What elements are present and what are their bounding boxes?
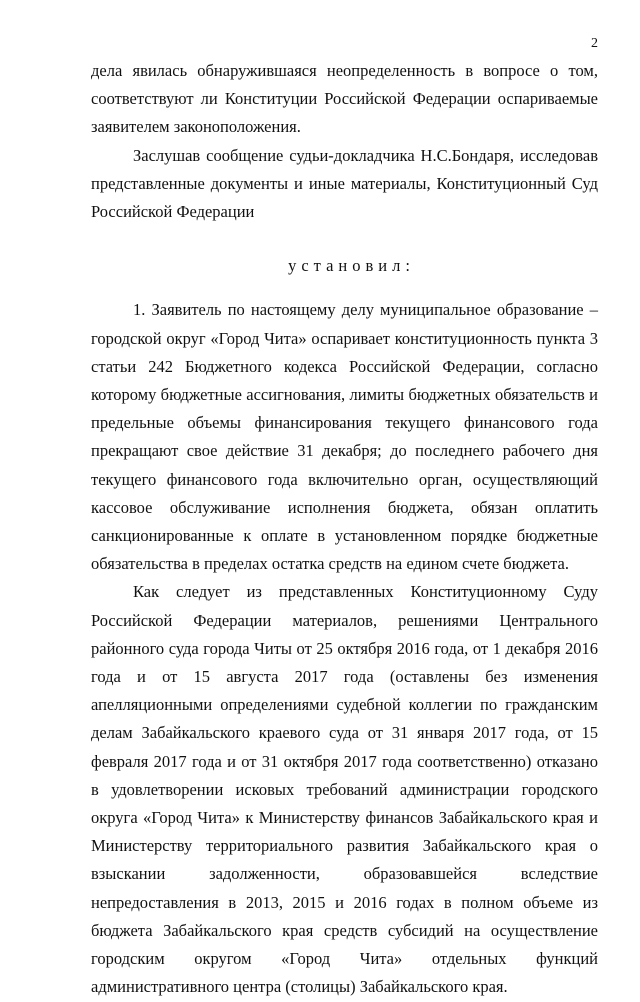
page-number: 2 xyxy=(591,36,598,51)
paragraph-hearing: Заслушав сообщение судьи-докладчика Н.С.Бондаря, исследовав представленные документы и иные материалы, Конституционный Суд Российской Федерации xyxy=(91,145,598,222)
paragraph-continuation: дела явилась обнаружившаяся неопределенность в вопросе о том, соответствуют ли Конституции Российской Федерации оспариваемые заявителем законоположения. xyxy=(91,61,598,137)
section-heading: установил: xyxy=(288,256,415,276)
paragraph-materials: Как следует из представленных Конституционному Суду Российской Федерации материалов, решениями Центрального районного суда города Читы от 25 октября 2016 года, от 1 декабря 2016 года и от 15 августа 2017 года (оставлены без изменения апелляционными определениями судебной коллегии по гражданским делам Забайкальского краевого суда от 31 января 2017 года, от 15 февраля 2017 года и от 31 октября 2017 года соответственно) отказано в удовлетворении исковых требований администрации городского округа «Город Чита» к Министерству финансов Забайкальского края и Министерству территориального развития Забайкальского края о взыскании задолженности, образовавшейся вследствие непредоставления в 2013, 2015 и 2016 годах в полном объеме из бюджета Забайкальского края средств субсидий на осуществление городским округом «Город Чита» отдельных функций административного центра (столицы) Забайкальского края. xyxy=(91,582,598,997)
paragraph-applicant: 1. Заявитель по настоящему делу муниципальное образование – городской округ «Город Чита» оспаривает конституционность пункта 3 статьи 242 Бюджетного кодекса Российской Федерации, согласно которому бюджетные ассигнования, лимиты бюджетных обязательств и предельные объемы финансирования текущего финансового года прекращают свое действие 31 декабря; до последнего рабочего дня текущего финансового года включительно орган, осуществляющий кассовое обслуживание исполнения бюджета, обязан оплатить санкционированные к оплате в установленном порядке бюджетные обязательства в пределах остатка средств на едином счете бюджета. xyxy=(91,300,598,574)
document-body xyxy=(91,57,598,1002)
